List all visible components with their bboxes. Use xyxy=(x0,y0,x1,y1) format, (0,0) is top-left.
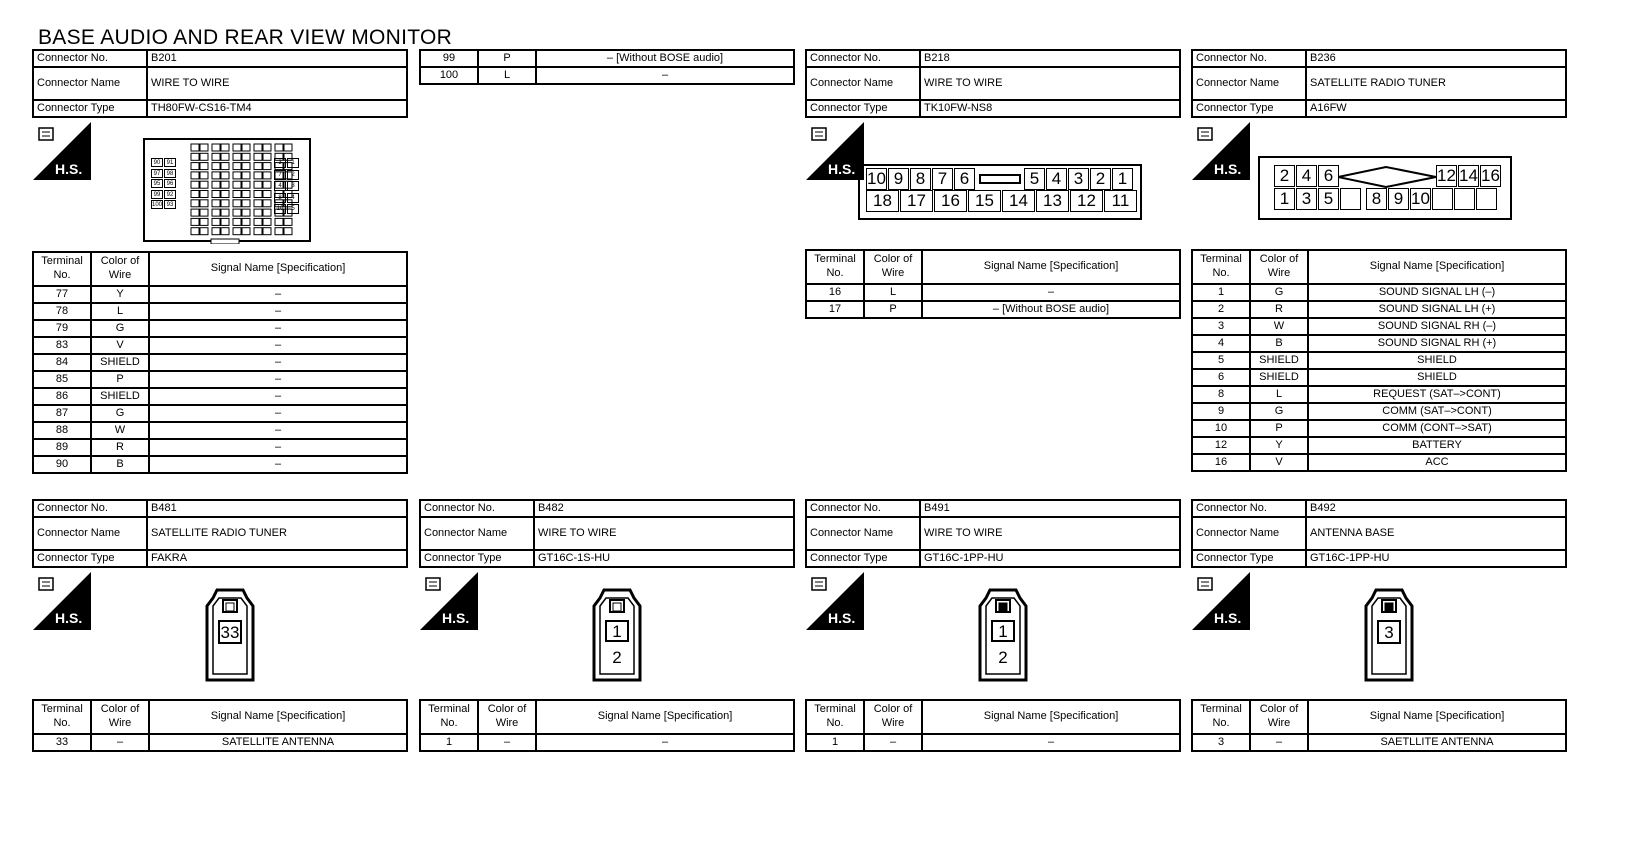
connector-b201 xyxy=(32,49,408,118)
terminal-no: 1 xyxy=(1192,284,1250,301)
pin-table-b236 xyxy=(1191,249,1567,472)
pin-cell: 5 xyxy=(1318,188,1339,210)
connector-type-label: Connector Type xyxy=(420,550,534,567)
signal-name: SATELLITE ANTENNA xyxy=(149,734,407,751)
pin-cell: 9 xyxy=(888,168,909,190)
signal-name: – xyxy=(149,405,407,422)
terminal-no: 89 xyxy=(33,439,91,456)
connector-key-b236 xyxy=(1338,166,1438,188)
connector-no-label: Connector No. xyxy=(806,50,920,67)
terminal-no: 79 xyxy=(33,320,91,337)
pin-cell: 1 xyxy=(1112,168,1133,190)
pin-label: 3 xyxy=(287,181,299,191)
signal-name: SAETLLITE ANTENNA xyxy=(1308,734,1566,751)
terminal-no: 9 xyxy=(1192,403,1250,420)
pin-cell: 12 xyxy=(1070,190,1103,212)
hs-icon xyxy=(33,122,91,180)
signal-name: – xyxy=(149,286,407,303)
signal-header: Signal Name [Specification] xyxy=(149,700,407,734)
pin-cell: 11 xyxy=(1104,190,1137,212)
pin-cell: 12 xyxy=(1437,166,1456,185)
connector-b218 xyxy=(805,49,1181,118)
wire-color: L xyxy=(91,303,149,320)
wire-color: W xyxy=(1250,318,1308,335)
hs-label: H.S. xyxy=(55,610,83,626)
wire-color: V xyxy=(91,337,149,354)
pin-label: 2 xyxy=(287,170,299,180)
pin-cell: 4 xyxy=(1296,165,1317,187)
signal-header: Signal Name [Specification] xyxy=(1308,700,1566,734)
pin-cell: 2 xyxy=(1274,165,1295,187)
connector-type-value: FAKRA xyxy=(147,550,407,567)
signal-name: COMM (SAT–>CONT) xyxy=(1308,403,1566,420)
pin-cell: 9 xyxy=(1388,188,1409,210)
wire-color: Y xyxy=(91,286,149,303)
signal-name: SOUND SIGNAL RH (+) xyxy=(1308,335,1566,352)
wire-color: – xyxy=(478,734,536,751)
empty-cavity xyxy=(1454,188,1475,210)
wire-color: B xyxy=(1250,335,1308,352)
terminal-no: 6 xyxy=(1192,369,1250,386)
table-row xyxy=(1192,437,1566,454)
pin-label: 97 xyxy=(151,169,163,178)
signal-header: Signal Name [Specification] xyxy=(149,252,407,286)
pin-table-b201-continued xyxy=(419,49,795,85)
connector-face-b236 xyxy=(1258,156,1512,220)
pin-label: 3 xyxy=(274,158,286,168)
wire-color: L xyxy=(864,284,922,301)
pin-label: 91 xyxy=(164,158,176,167)
color-header: Color of Wire xyxy=(478,700,536,734)
table-row xyxy=(33,320,407,337)
table-row xyxy=(33,456,407,473)
wire-color: R xyxy=(1250,301,1308,318)
connector-no-label: Connector No. xyxy=(33,500,147,517)
signal-name: – xyxy=(149,388,407,405)
pin-cell: 6 xyxy=(954,168,975,190)
signal-header: Signal Name [Specification] xyxy=(922,250,1180,284)
table-row xyxy=(1192,386,1566,403)
connector-no-label: Connector No. xyxy=(33,50,147,67)
pin-label: 90 xyxy=(151,158,163,167)
table-row xyxy=(33,388,407,405)
wire-color: SHIELD xyxy=(1250,352,1308,369)
wire-color: SHIELD xyxy=(91,388,149,405)
connector-type-label: Connector Type xyxy=(1192,100,1306,117)
connector-name-value: SATELLITE RADIO TUNER xyxy=(147,517,407,550)
color-header: Color of Wire xyxy=(864,700,922,734)
wire-color: SHIELD xyxy=(1250,369,1308,386)
connector-name-value: WIRE TO WIRE xyxy=(920,517,1180,550)
signal-name: BATTERY xyxy=(1308,437,1566,454)
wire-color: R xyxy=(91,439,149,456)
pin-label: 98 xyxy=(164,169,176,178)
svg-text:H.S.: H.S. xyxy=(55,161,83,177)
terminal-no: 1 xyxy=(806,734,864,751)
wire-color: L xyxy=(478,67,536,84)
terminal-no: 88 xyxy=(33,422,91,439)
wire-color: SHIELD xyxy=(91,354,149,371)
signal-header: Signal Name [Specification] xyxy=(922,700,1180,734)
hs-label: H.S. xyxy=(1214,610,1242,626)
pin-cell: 14 xyxy=(1002,190,1035,212)
pin-cell: 16 xyxy=(1481,166,1500,185)
connector-no-value: B218 xyxy=(920,50,1180,67)
table-row xyxy=(33,371,407,388)
pin-cell: 7 xyxy=(932,168,953,190)
terminal-no: 87 xyxy=(33,405,91,422)
pin-table-b218 xyxy=(805,249,1181,319)
pin-table-b491 xyxy=(805,699,1181,752)
page-title: BASE AUDIO AND REAR VIEW MONITOR xyxy=(38,26,453,49)
pin-cell: 5 xyxy=(1024,168,1045,190)
pin-cell: 10 xyxy=(1411,189,1430,208)
wire-color: V xyxy=(1250,454,1308,471)
signal-name: SOUND SIGNAL LH (+) xyxy=(1308,301,1566,318)
pin-label: 1 xyxy=(287,158,299,168)
pin-label: 2 xyxy=(612,648,622,667)
wire-color: P xyxy=(478,50,536,67)
hs-icon xyxy=(806,122,864,180)
pin-label: 7 xyxy=(274,170,286,180)
pin-table-b492 xyxy=(1191,699,1567,752)
table-row xyxy=(420,67,794,84)
pin-cell: 4 xyxy=(1046,168,1067,190)
wire-color: B xyxy=(91,456,149,473)
pin-cell: 2 xyxy=(1090,168,1111,190)
terminal-no-header: Terminal No. xyxy=(1192,700,1250,734)
pin-label: 4 xyxy=(287,193,299,203)
connector-type-value: TK10FW-NS8 xyxy=(920,100,1180,117)
connector-no-label: Connector No. xyxy=(1192,500,1306,517)
connector-no-value: B492 xyxy=(1306,500,1566,517)
empty-cavity xyxy=(1340,188,1361,210)
table-row xyxy=(33,303,407,320)
connector-header-b491 xyxy=(805,499,1181,568)
pin-cell: 1 xyxy=(991,620,1015,642)
signal-header: Signal Name [Specification] xyxy=(536,700,794,734)
connector-type-value: TH80FW-CS16-TM4 xyxy=(147,100,407,117)
connector-name-label: Connector Name xyxy=(806,517,920,550)
hs-icon xyxy=(806,572,864,630)
signal-name: – xyxy=(149,337,407,354)
pin-cell: 6 xyxy=(1318,165,1339,187)
hs-icon xyxy=(1192,122,1250,180)
signal-name: SOUND SIGNAL LH (–) xyxy=(1308,284,1566,301)
connector-face-b201 xyxy=(143,138,311,244)
connector-name-label: Connector Name xyxy=(420,517,534,550)
connector-no-value: B481 xyxy=(147,500,407,517)
pin-cell: 16 xyxy=(934,190,967,212)
wire-color: G xyxy=(1250,284,1308,301)
pin-cell: 3 xyxy=(1377,620,1401,644)
signal-name: SHIELD xyxy=(1308,369,1566,386)
wire-color: P xyxy=(864,301,922,318)
connector-header-b218 xyxy=(805,49,1181,118)
terminal-no: 16 xyxy=(1192,454,1250,471)
table-row xyxy=(806,284,1180,301)
signal-name: SHIELD xyxy=(1308,352,1566,369)
terminal-no: 3 xyxy=(1192,734,1250,751)
connector-name-label: Connector Name xyxy=(1192,67,1306,100)
svg-text:H.S.: H.S. xyxy=(1214,161,1242,177)
signal-name: – xyxy=(149,320,407,337)
pin-table-b201 xyxy=(32,251,408,474)
table-row xyxy=(1192,420,1566,437)
connector-no-label: Connector No. xyxy=(420,500,534,517)
connector-b492 xyxy=(1191,499,1567,568)
table-row xyxy=(1192,734,1566,751)
terminal-no: 85 xyxy=(33,371,91,388)
terminal-no: 3 xyxy=(1192,318,1250,335)
color-header: Color of Wire xyxy=(1250,700,1308,734)
connector-header-b481 xyxy=(32,499,408,568)
terminal-no: 90 xyxy=(33,456,91,473)
terminal-no: 16 xyxy=(806,284,864,301)
table-row xyxy=(1192,454,1566,471)
table-row xyxy=(33,405,407,422)
table-row xyxy=(806,301,1180,318)
signal-name: – xyxy=(149,422,407,439)
signal-name: – xyxy=(922,284,1180,301)
connector-type-value: GT16C-1S-HU xyxy=(534,550,794,567)
connector-name-label: Connector Name xyxy=(33,517,147,550)
signal-name: – xyxy=(149,354,407,371)
table-row xyxy=(1192,318,1566,335)
signal-name: – xyxy=(149,303,407,320)
pin-table-b482 xyxy=(419,699,795,752)
table-row xyxy=(33,422,407,439)
pin-cell: 3 xyxy=(1068,168,1089,190)
terminal-no: 1 xyxy=(420,734,478,751)
pin-cell: 33 xyxy=(218,620,242,644)
terminal-no: 78 xyxy=(33,303,91,320)
wire-color: – xyxy=(91,734,149,751)
connector-type-label: Connector Type xyxy=(1192,550,1306,567)
hs-icon xyxy=(420,572,478,630)
wire-color: G xyxy=(91,405,149,422)
connector-type-label: Connector Type xyxy=(806,100,920,117)
pin-label: 99 xyxy=(151,190,163,199)
signal-name: REQUEST (SAT–>CONT) xyxy=(1308,386,1566,403)
signal-name: COMM (CONT–>SAT) xyxy=(1308,420,1566,437)
connector-name-value: SATELLITE RADIO TUNER xyxy=(1306,67,1566,100)
connector-no-value: B491 xyxy=(920,500,1180,517)
hs-icon xyxy=(33,572,91,630)
wire-color: G xyxy=(1250,403,1308,420)
signal-name: SOUND SIGNAL RH (–) xyxy=(1308,318,1566,335)
hs-label: H.S. xyxy=(442,610,470,626)
table-row xyxy=(1192,369,1566,386)
pin-label: 10 xyxy=(274,204,286,214)
wire-color: P xyxy=(91,371,149,388)
terminal-no: 83 xyxy=(33,337,91,354)
hs-icon xyxy=(1192,572,1250,630)
terminal-no-header: Terminal No. xyxy=(33,252,91,286)
connector-b491 xyxy=(805,499,1181,568)
signal-name: – xyxy=(922,734,1180,751)
wire-color: P xyxy=(1250,420,1308,437)
connector-header-b492 xyxy=(1191,499,1567,568)
connector-no-label: Connector No. xyxy=(1192,50,1306,67)
pin-cell: 15 xyxy=(968,190,1001,212)
connector-type-value: GT16C-1PP-HU xyxy=(1306,550,1566,567)
signal-name: – xyxy=(536,734,794,751)
terminal-no: 2 xyxy=(1192,301,1250,318)
connector-name-label: Connector Name xyxy=(806,67,920,100)
pin-label: 96 xyxy=(164,179,176,188)
table-row xyxy=(33,439,407,456)
table-row xyxy=(1192,352,1566,369)
connector-b236 xyxy=(1191,49,1567,118)
color-header: Color of Wire xyxy=(91,700,149,734)
table-row xyxy=(33,734,407,751)
terminal-no: 4 xyxy=(1192,335,1250,352)
connector-no-value: B201 xyxy=(147,50,407,67)
terminal-no: 33 xyxy=(33,734,91,751)
terminal-no: 77 xyxy=(33,286,91,303)
signal-name: – xyxy=(149,371,407,388)
table-row xyxy=(1192,284,1566,301)
wire-color: – xyxy=(864,734,922,751)
pin-cell: 1 xyxy=(1274,188,1295,210)
pin-label: 8 xyxy=(274,193,286,203)
connector-latch xyxy=(979,174,1021,184)
connector-type-label: Connector Type xyxy=(33,550,147,567)
table-row xyxy=(1192,403,1566,420)
signal-name: – xyxy=(149,439,407,456)
wire-color: – xyxy=(1250,734,1308,751)
pin-label: 95 xyxy=(151,179,163,188)
connector-name-label: Connector Name xyxy=(33,67,147,100)
hs-label: H.S. xyxy=(828,610,856,626)
connector-name-value: WIRE TO WIRE xyxy=(534,517,794,550)
connector-face-b482 xyxy=(590,588,644,684)
signal-name: – xyxy=(149,456,407,473)
terminal-no-header: Terminal No. xyxy=(1192,250,1250,284)
connector-face-b491 xyxy=(976,588,1030,684)
terminal-no: 5 xyxy=(1192,352,1250,369)
table-row xyxy=(420,50,794,67)
connector-header-b236 xyxy=(1191,49,1567,118)
connector-face-b492 xyxy=(1362,588,1416,684)
signal-name: ACC xyxy=(1308,454,1566,471)
table-row xyxy=(33,354,407,371)
terminal-no: 8 xyxy=(1192,386,1250,403)
terminal-no: 12 xyxy=(1192,437,1250,454)
empty-cavity xyxy=(1432,188,1453,210)
signal-name: – [Without BOSE audio] xyxy=(536,50,794,67)
table-row xyxy=(1192,335,1566,352)
pin-cell: 13 xyxy=(1036,190,1069,212)
color-header: Color of Wire xyxy=(1250,250,1308,284)
terminal-no: 17 xyxy=(806,301,864,318)
pin-label: 5 xyxy=(287,204,299,214)
table-row xyxy=(806,734,1180,751)
table-row xyxy=(420,734,794,751)
connector-face-b218 xyxy=(858,160,1142,220)
connector-header-b482 xyxy=(419,499,795,568)
connector-name-value: WIRE TO WIRE xyxy=(147,67,407,100)
terminal-no-header: Terminal No. xyxy=(806,250,864,284)
connector-name-value: ANTENNA BASE xyxy=(1306,517,1566,550)
pin-cell: 8 xyxy=(1366,188,1387,210)
terminal-no: 84 xyxy=(33,354,91,371)
pin-label: 92 xyxy=(164,190,176,199)
connector-type-value: GT16C-1PP-HU xyxy=(920,550,1180,567)
signal-name: – [Without BOSE audio] xyxy=(922,301,1180,318)
pin-cell: 8 xyxy=(910,168,931,190)
terminal-no: 100 xyxy=(420,67,478,84)
terminal-no-header: Terminal No. xyxy=(420,700,478,734)
pin-label: 2 xyxy=(998,648,1008,667)
connector-face-b481 xyxy=(203,588,257,684)
pin-cell: 10 xyxy=(867,169,886,188)
signal-name: – xyxy=(536,67,794,84)
color-header: Color of Wire xyxy=(91,252,149,286)
pin-table-b481 xyxy=(32,699,408,752)
pin-cell: 14 xyxy=(1459,166,1478,185)
empty-cavity xyxy=(1476,188,1497,210)
connector-name-label: Connector Name xyxy=(1192,517,1306,550)
connector-b481 xyxy=(32,499,408,568)
table-row xyxy=(33,286,407,303)
pin-cell: 1 xyxy=(605,620,629,642)
terminal-no: 10 xyxy=(1192,420,1250,437)
table-row xyxy=(33,337,407,354)
terminal-no: 86 xyxy=(33,388,91,405)
pin-label: 4 xyxy=(274,181,286,191)
signal-header: Signal Name [Specification] xyxy=(1308,250,1566,284)
connector-type-label: Connector Type xyxy=(806,550,920,567)
pin-cell: 18 xyxy=(866,190,899,212)
wire-color: Y xyxy=(1250,437,1308,454)
connector-type-value: A16FW xyxy=(1306,100,1566,117)
color-header: Color of Wire xyxy=(864,250,922,284)
pin-label: 100 xyxy=(152,202,163,208)
terminal-no: 99 xyxy=(420,50,478,67)
connector-no-value: B236 xyxy=(1306,50,1566,67)
terminal-no-header: Terminal No. xyxy=(806,700,864,734)
connector-header-b201 xyxy=(32,49,408,118)
connector-no-label: Connector No. xyxy=(806,500,920,517)
connector-type-label: Connector Type xyxy=(33,100,147,117)
svg-text:H.S.: H.S. xyxy=(828,161,856,177)
terminal-no-header: Terminal No. xyxy=(33,700,91,734)
connector-name-value: WIRE TO WIRE xyxy=(920,67,1180,100)
pin-label: 93 xyxy=(164,200,176,209)
connector-b482 xyxy=(419,499,795,568)
pin-cell: 3 xyxy=(1296,188,1317,210)
wire-color: L xyxy=(1250,386,1308,403)
connector-no-value: B482 xyxy=(534,500,794,517)
table-row xyxy=(1192,301,1566,318)
wire-color: G xyxy=(91,320,149,337)
wire-color: W xyxy=(91,422,149,439)
pin-cell: 17 xyxy=(900,190,933,212)
